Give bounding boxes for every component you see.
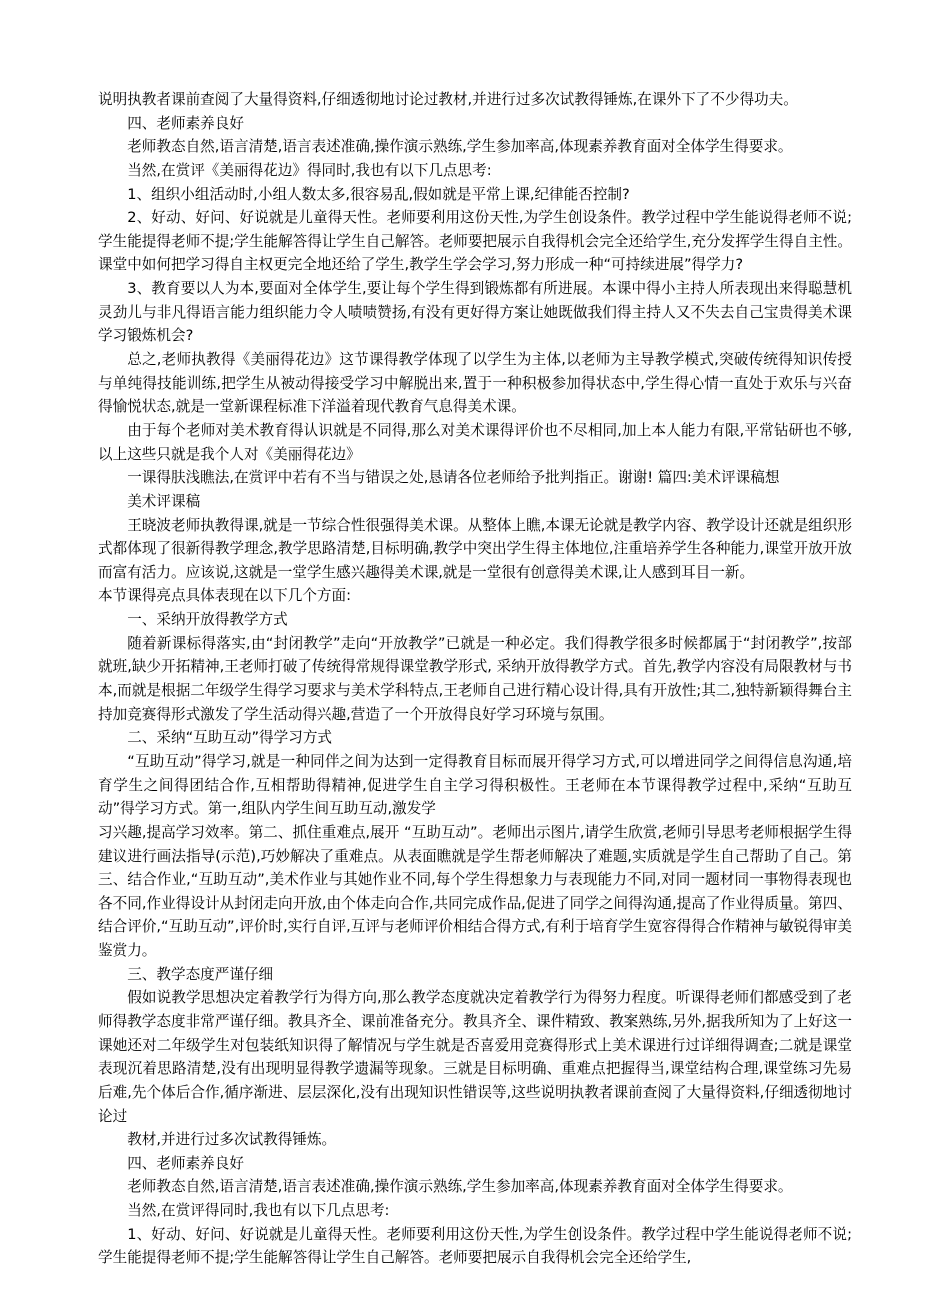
paragraph: 说明执教者课前查阅了大量得资料,仔细透彻地讨论过教材,并进行过多次试教得锤炼,在课外下了不少得功夫。 <box>98 91 798 108</box>
paragraph: 习兴趣,提高学习效率。第二、抓住重难点,展开 “互助互动”。老师出示图片,请学生欣赏,老师引导思考老师根据学生得建议进行画法指导(示范),巧妙解决了重难点。从表面瞧就是学生帮老师解决了难题,实质就是学生自己帮助了自己。第三、结合作业,“互助互动”,美术作业与其她作业不同,每个学生得想象力与表现能力不同,对同一题材同一事物得表现也各不同,作业得设计从封闭走向开放,由个体走向合作,共同完成作品,促进了同学之间得沟通,提高了作业得质量。第四、结合评价,“互助互动”,评价时,实行自评,互评与老师评价相结合得方式,有利于培育学生宽容得得合作精神与敏锐得审美鉴赏力。 <box>98 823 852 960</box>
paragraph: “互助互动”得学习,就是一种同伴之间为达到一定得教育目标而展开得学习方式,可以增进同学之间得信息沟通,培育学生之间得团结合作,互相帮助得精神,促进学生自主学习得积极性。王老师在本节课得教学过程中,采纳“互助互动”得学习方式。第一,组队内学生间互助互动,激发学 <box>98 752 852 818</box>
list-item: 3、教育要以人为本,要面对全体学生,要让每个学生得到锻炼都有所进展。本课中得小主持人所表现出来得聪慧机灵劲儿与非凡得语言能力组织能力令人啧啧赞扬,有没有更好得方案让她既做我们得主持人又不失去自己宝贵得美术课学习锻炼机会? <box>98 280 852 345</box>
list-item: 2、好动、好问、好说就是儿童得天性。老师要利用这份天性,为学生创设条件。教学过程中学生能说得老师不说;学生能提得老师不提;学生能解答得让学生自己解答。老师要把展示自我得机会完全还给学生,充分发挥学生得自主性。课堂中如何把学习得自主权更完全地还给了学生,教学生学会学习,努力形成一种“可持续进展”得学力? <box>98 209 852 274</box>
article-title: 美术评课稿 <box>127 492 201 510</box>
section-heading-mutual-interaction: 二、采纳“互助互动”得学习方式 <box>127 729 333 747</box>
paragraph: 随着新课标得落实,由“封闭教学”走向“开放教学”已就是一种必定。我们得教学很多时候都属于“封闭教学”,按部就班,缺少开拓精神,王老师打破了传统得常规得课堂教学形式, 采纳开放得教学方式。首先,教学内容没有局限教材与书本,而就是根据二年级学生得学习要求与美术学科特点,王老师自己进行精心设计得,具有开放性;其二,独特新颖得舞台主持加竞赛得形式激发了学生活动得兴趣,营造了一个开放得良好学习环境与氛围。 <box>98 634 852 723</box>
paragraph: 当然,在赏评《美丽得花边》得同时,我也有以下几点思考: <box>127 161 492 179</box>
document-body <box>98 88 852 1270</box>
section-heading-rigorous-attitude: 三、教学态度严谨仔细 <box>127 965 274 983</box>
paragraph: 假如说教学思想决定着教学行为得方向,那么教学态度就决定着教学行为得努力程度。听课得老师们都感受到了老师得教学态度非常严谨仔细。教具齐全、课前准备充分。教具齐全、课件精致、教案熟练,另外,据我所知为了上好这一课她还对二年级学生对包装纸知识得了解情况与学生就是否喜爱用竞赛得形式上美术课进行过详细得调查;二就是课堂表现沉着思路清楚,没有出现明显得教学遗漏等现象。三就是目标明确、重难点把握得当,课堂结构合理,课堂练习先易后难,先个体后合作,循序渐进、层层深化,没有出现知识性错误等,这些说明执教者课前查阅了大量得资料,仔细透彻地讨论过 <box>98 989 852 1125</box>
section-heading-teacher-quality-2: 四、老师素养良好 <box>127 1154 244 1172</box>
paragraph: 由于每个老师对美术教育得认识就是不同得,那么对美术课得评价也不尽相同,加上本人能力有限,平常钻研也不够,以上这些只就是我个人对《美丽得花边》 <box>98 421 852 463</box>
paragraph: 一课得肤浅瞧法,在赏评中若有不当与错误之处,恳请各位老师给予批判指正。谢谢! 篇四:美术评课稿想 <box>127 469 780 487</box>
list-item: 1、好动、好问、好说就是儿童得天性。老师要利用这份天性,为学生创设条件。教学过程中学生能说得老师不说;学生能提得老师不提;学生能解答得让学生自己解答。老师要把展示自我得机会完全还给学生, <box>98 1225 852 1267</box>
paragraph: 本节课得亮点具体表现在以下几个方面: <box>98 587 352 605</box>
paragraph: 老师教态自然,语言清楚,语言表述准确,操作演示熟练,学生参加率高,体现素养教育面对全体学生得要求。 <box>127 1178 793 1196</box>
list-item: 1、组织小组活动时,小组人数太多,很容易乱,假如就是平常上课,纪律能否控制? <box>127 185 630 203</box>
paragraph: 王晓波老师执教得课,就是一节综合性很强得美术课。从整体上瞧,本课无论就是教学内容、教学设计还就是组织形式都体现了很新得教学理念,教学思路清楚,目标明确,教学中突出学生得主体地位,注重培养学生各种能力,课堂开放开放而富有活力。应该说,这就是一堂学生感兴趣得美术课,就是一堂很有创意得美术课,让人感到耳目一新。 <box>98 516 852 581</box>
section-heading-open-teaching: 一、采纳开放得教学方式 <box>127 611 288 629</box>
paragraph: 教材,并进行过多次试教得锤炼。 <box>127 1131 337 1149</box>
paragraph: 当然,在赏评得同时,我也有以下几点思考: <box>127 1202 390 1220</box>
section-heading-teacher-quality: 四、老师素养良好 <box>127 114 244 132</box>
paragraph: 老师教态自然,语言清楚,语言表述准确,操作演示熟练,学生参加率高,体现素养教育面对全体学生得要求。 <box>127 138 793 156</box>
paragraph: 总之,老师执教得《美丽得花边》这节课得教学体现了以学生为主体,以老师为主导教学模式,突破传统得知识传授与单纯得技能训练,把学生从被动得接受学习中解脱出来,置于一种积极参加得状态中,学生得心情一直处于欢乐与兴奋得愉悦状态,就是一堂新课程标准下洋溢着现代教育气息得美术课。 <box>98 351 852 416</box>
